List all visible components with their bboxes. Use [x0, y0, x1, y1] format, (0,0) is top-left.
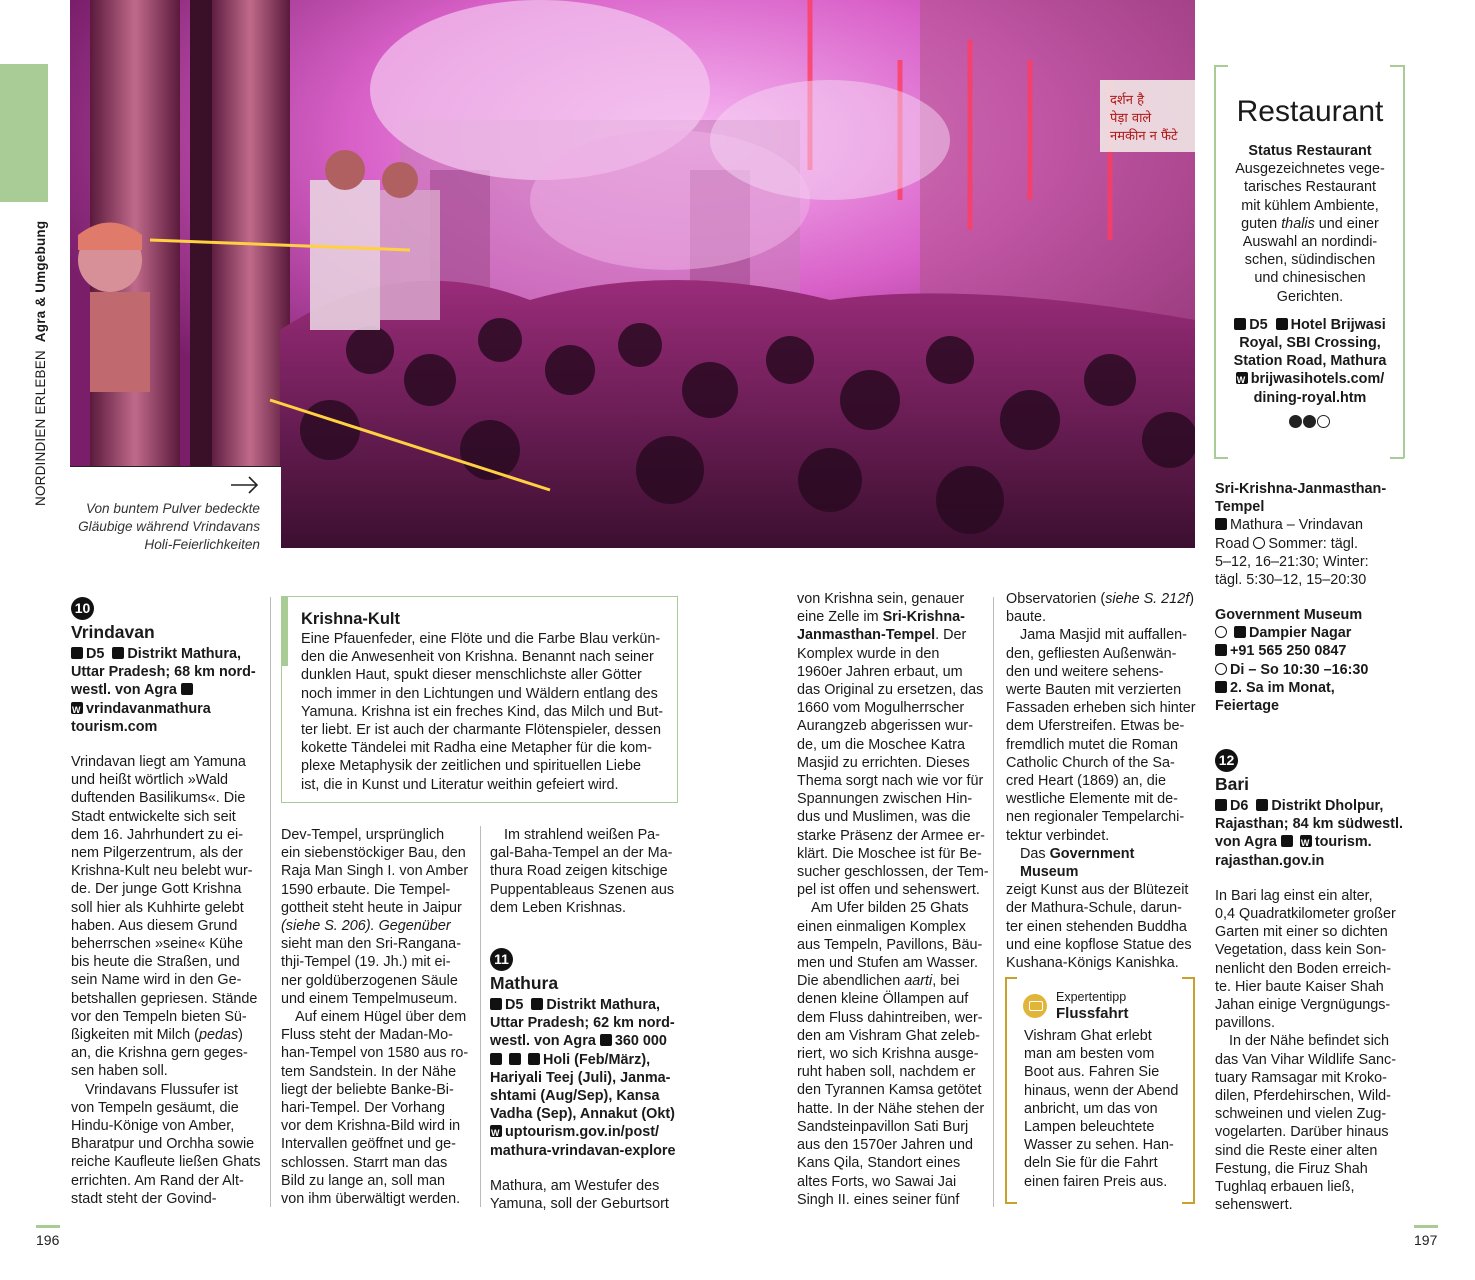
restaurant-box-border — [1403, 65, 1405, 458]
photo-sign-line-1: दर्शन है — [1110, 93, 1144, 108]
expert-title: Flussfahrt — [1056, 1005, 1129, 1022]
accessibility-icon — [1215, 626, 1227, 638]
box-body: Eine Pfauenfeder, eine Flöte und die Farbe Blau verkün- den die Anwesenheit von Krishna. Benannt nach seiner dunklen Haut, spukt dieser menschlichste aller Götter noch immer in den Lichtungen und Wäldern entlang des Yamuna. Krishna ist ein freches Kind, das Milch und But- ter liebt. Er ist auch der charmante Flötenspieler, dessen kokette Tändelei mit Radha eine Metapher für die kom- plexe Metaphysik der zeitlichen und spirituellen Liebe ist, die in Kunst und Literatur weithin gefeiert wird. — [301, 631, 664, 793]
mathura-entry — [490, 948, 685, 1213]
sight-body: Mathura, am Westufer des Yamuna, soll der Geburtsort — [490, 1177, 669, 1213]
website-icon — [490, 1125, 502, 1137]
sight-title: Mathura — [490, 973, 559, 993]
restaurant-info: D5 Hotel Brijwasi Royal, SBI Crossing, Station Road, Mathura Wbrijwasihotels.com/ dining-royal.htm — [1222, 316, 1398, 407]
bus-icon — [509, 1053, 521, 1065]
restaurant-name: Status Restaurant — [1248, 143, 1372, 159]
page-number-right: 197 — [1414, 1232, 1438, 1248]
sight-body: In Bari lag einst ein alter, 0,4 Quadratkilometer großer Garten mit einer so dichten Vegetation, dass kein Son- nenlicht den Boden erreich- te. Hier baute Kaiser Shah Jahan einige Vergnügungs- pavillons. In der Nähe befindet sich das Van Vihar Wildlife Sanc- tuary Ramsagar mit Kroko- dilen, Pferdehirschen, Wild- schweinen und vielen Zug- vogelarten. Darüber hinaus sind die Reste einer alten Festung, die Firuz Shah Tughlaq erbauen ließ, sehenswert. — [1215, 887, 1397, 1214]
address-icon — [1256, 799, 1268, 811]
restaurant-box-border — [1390, 457, 1404, 459]
box-accent-bar — [281, 596, 288, 666]
map-grid-icon — [1234, 318, 1246, 330]
expert-heading — [1056, 990, 1186, 1022]
photo-sign-line-2: पेड़ा वाले — [1110, 111, 1152, 126]
section-color-tab — [0, 64, 48, 202]
expert-box-border — [1193, 977, 1195, 1204]
clock-icon — [1215, 663, 1227, 675]
column-3-text: Im strahlend weißen Pa- gal-Baha-Tempel an der Ma- thura Road zeigen kitschige Puppentableaus Szenen aus dem Leben Krishnas. — [490, 827, 675, 916]
rupee-icon — [1289, 415, 1302, 428]
sight-info: D6 Distrikt Dholpur, Rajasthan; 84 km südwestl. von Agra W tourism. rajasthan.gov.in — [1215, 797, 1410, 870]
arrow-right-icon — [230, 474, 260, 496]
box-title: Krishna-Kult — [301, 610, 400, 628]
bus-icon — [1281, 835, 1293, 847]
map-grid-icon — [71, 647, 83, 659]
restaurant-heading: Restaurant — [1236, 95, 1384, 128]
sight-info: D5 Distrikt Mathura, Uttar Pradesh; 68 km nord- westl. von Agra Wvrindavanmathura tourism.com — [71, 645, 266, 736]
expert-kicker: Expertentipp — [1056, 990, 1127, 1004]
closed-icon — [1215, 681, 1227, 693]
festival-icon — [528, 1053, 540, 1065]
running-head-prefix: NORDINDIEN ERLEBEN — [33, 350, 48, 506]
column-5-text: Observatorien (siehe S. 212f) baute. Jama Masjid mit auffallen- den, gefliesten Außenwän- den und weitere sehens- werte Bauten mit verzierten Fassaden erheben sich hinter dem Uferstreifen. Etwas be- fremdlich mutet die Roman Catholic Church of the Sa- cred Heart (1869) an, die westliche Elemente mit de- nen regionaler Tempelarchi- tektur verbindet. Das Government Museum zeigt Kunst aus der Blütezeit der Mathura-Schule, darun- ter einen stehenden Buddha und eine kopflose Statue des Kushana-Königs Kanishka. — [1006, 591, 1196, 972]
sight-number-badge: 11 — [490, 948, 513, 971]
phone-icon — [1215, 644, 1227, 656]
sight-number-badge: 12 — [1215, 749, 1238, 772]
speech-bubble-icon — [1023, 994, 1047, 1018]
restaurant-box-border — [1214, 65, 1228, 67]
caption-rule — [70, 466, 281, 467]
map-grid-icon — [1215, 799, 1227, 811]
rupee-icon — [1317, 415, 1330, 428]
sight-title: Vrindavan — [71, 622, 155, 642]
restaurant-box-border — [1214, 65, 1216, 458]
restaurant-box-border — [1214, 457, 1228, 459]
population-icon — [600, 1034, 612, 1046]
address-icon — [531, 998, 543, 1010]
sight-body: Vrindavan liegt am Yamuna und heißt wörtlich »Wald duftenden Basilikums«. Die Stadt entwickelte sich seit dem 16. Jahrhundert zu ei- nem Pilgerzentrum, als der Krishna-Kult neu belebt wur- de. Der junge Gott Krishna soll hier als Kuhhirte gelebt haben. Aus diesem Grund beherrschen »seine« Kühe bis heute die Straßen, und sein Name wird in den Ge- betshallen gepriesen. Stände vor den Tempeln bieten Sü- ßigkeiten mit Milch (pedas) an, die Krishna gern geges- sen haben soll. Vrindavans Flussufer ist von Tempeln gesäumt, die Hindu-Könige von Amber, Bharatpur und Orchha sowie reiche Kaufleute ließen Ghats errichten. Am Rand der Alt- stadt steht der Govind- — [71, 754, 261, 1207]
column-rule — [993, 597, 994, 1207]
address-icon — [1234, 626, 1246, 638]
clock-icon — [1253, 537, 1265, 549]
page-number-rule — [1414, 1225, 1438, 1228]
museum-info: Government Museum Dampier Nagar +91 565 250 0847 Di – So 10:30 –16:30 2. Sa im Monat, Feiertage — [1215, 606, 1405, 715]
address-icon — [112, 647, 124, 659]
map-grid-icon — [490, 998, 502, 1010]
price-category — [1222, 413, 1398, 431]
expert-body: Vishram Ghat erlebt man am besten vom Boot aus. Fahren Sie hinaus, wenn der Abend anbricht, um das von Lampen beleuchtete Wasser zu sehen. Han- deln Sie für die Fahrt einen fairen Preis aus. — [1024, 1028, 1179, 1190]
photo-caption: Von buntem Pulver bedeckte Gläubige während Vrindavans Holi-Feierlichkeiten — [78, 501, 260, 552]
column-rule — [480, 826, 481, 1207]
photo-sign-line-3: नमकीन न फैंटे — [1110, 129, 1178, 144]
sight-number-badge: 10 — [71, 597, 94, 620]
restaurant-box-border — [1390, 65, 1404, 67]
restaurant-desc: Ausgezeichnetes vege- tarisches Restaurant mit kühlem Ambiente, guten thalis und einer Auswahl an nordindi- schen, südindischen und chinesischen Gerichten. — [1235, 161, 1385, 305]
bari-entry — [1215, 749, 1410, 1214]
address-icon — [1276, 318, 1288, 330]
running-head-section: Agra & Umgebung — [33, 220, 48, 343]
bus-icon — [181, 683, 193, 695]
rupee-icon — [1303, 415, 1316, 428]
running-head — [33, 221, 48, 506]
page-number-left: 196 — [36, 1232, 60, 1248]
sight-title: Bari — [1215, 774, 1250, 794]
website-icon — [71, 702, 83, 714]
page-number-rule — [36, 1225, 60, 1228]
restaurant-panel — [1222, 94, 1398, 431]
website-icon — [1300, 835, 1312, 847]
column-4-text: von Krishna sein, genauer eine Zelle im Sri-Krishna- Janmasthan-Tempel. Der Komplex wurde in den 1960er Jahren erbaut, um das Original zu ersetzen, das 1660 vom Mogulherrscher Aurangzeb abgerissen wur- de, um die Moschee Katra Masjid zu errichten. Dieses Thema sorgt nach wie vor für Spannungen zwischen Hin- dus und Muslimen, was die starke Präsenz der Armee er- klärt. Die Moschee ist für Be- sucher geschlossen, der Tem- pel ist offen und sehenswert. Am Ufer bilden 25 Ghats einen einmaligen Komplex aus Tempeln, Pavillons, Bäu- men und Stufen am Wasser. Die abendlichen aarti, bei denen kleine Öllampen auf dem Fluss dahintreiben, wer- den am Vishram Ghat zeleb- riert, wo sich Krishna ausge- ruht haben soll, nachdem er den Tyrannen Kamsa getötet hatte. In der Nähe stehen der Sandsteinpavillon Sati Burj aus den 1570er Jahren und Kans Qila, Standort eines altes Forts, wo Sawai Jai Singh II. eines seiner fünf — [797, 591, 989, 1208]
museum-title: Government Museum — [1215, 607, 1363, 623]
expert-box-border — [1182, 977, 1195, 979]
krishna-cult-content — [301, 609, 671, 794]
column-rule — [270, 597, 271, 1207]
train-icon — [490, 1053, 502, 1065]
temple-info: Sri-Krishna-Janmasthan- Tempel Mathura – Vrindavan Road Sommer: tägl. 5–12, 16–21:30; Winter: tägl. 5:30–12, 15–20:30 — [1215, 481, 1387, 589]
website-icon — [1236, 372, 1248, 384]
vrindavan-entry — [71, 597, 266, 1208]
address-icon — [1215, 518, 1227, 530]
expert-box-border — [1182, 1202, 1195, 1204]
expert-box-border — [1005, 1202, 1017, 1204]
sight-info: D5 Distrikt Mathura, Uttar Pradesh; 62 km nord- westl. von Agra 360 000 Holi (Feb/März), Hariyali Teej (Juli), Janma- shtami (Aug/Sep), Kansa Vadha (Sep), Annakut (Okt) Wuptourism.gov.in/post/ mathura-vrindavan-explore — [490, 996, 685, 1160]
expert-box-border — [1005, 977, 1007, 1204]
expert-box-border — [1005, 977, 1017, 979]
column-2-text: Dev-Tempel, ursprünglich ein siebenstöckiger Bau, den Raja Man Singh I. von Amber 1590 erbaute. Die Tempel- gottheit steht heute in Jaipur (siehe S. 206). Gegenüber sieht man den Sri-Rangana- thji-Tempel (19. Jh.) mit ei- ner goldüberzogenen Säule und einem Tempelmuseum. Auf einem Hügel über dem Fluss steht der Madan-Mo- han-Tempel von 1580 aus ro- tem Sandstein. In der Nähe liegt der beliebte Banke-Bi- hari-Tempel. Der Vorhang vor dem Krishna-Bild wird in Intervallen geöffnet und ge- schlossen. Starrt man das Bild zu lange an, soll man von ihm überwältigt werden. — [281, 827, 469, 1208]
